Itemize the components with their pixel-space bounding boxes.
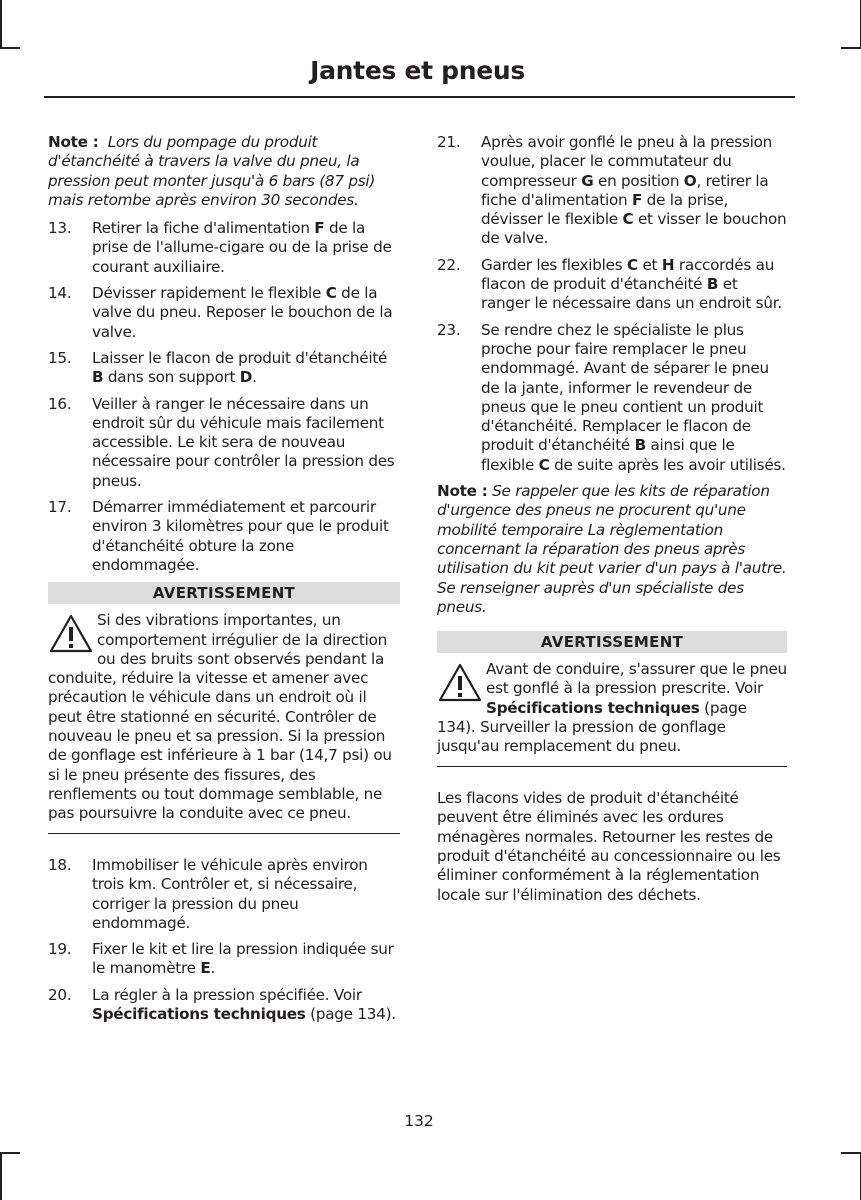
step-number: 21. [437, 133, 461, 151]
note-text: Lors du pompage du produit d'étanchéité à travers la valve du pneu, la pression peut monter jusqu'à 6 bars (87 psi) mais retombe après environ 30 secondes. [48, 133, 376, 209]
step-text-segment: Après avoir gonflé le pneu à la pression voulue, placer le commutateur du compresseur [481, 133, 772, 190]
right-column [437, 133, 787, 905]
step-list [48, 219, 400, 575]
step-text-segment: et ranger le nécessaire dans un endroit sûr. [481, 275, 782, 313]
component-letter: D [239, 368, 253, 387]
component-letter: F [314, 219, 325, 238]
component-letter: F [631, 190, 643, 209]
step-text [481, 321, 787, 475]
step-number: 13. [48, 219, 72, 238]
step-text [92, 395, 400, 491]
step-text-segment: raccordés au flacon de produit d'étanchéité [481, 255, 775, 294]
step-list [437, 133, 787, 475]
disposal-paragraph: Les flacons vides de produit d'étanchéité peuvent être éliminés avec les ordures ménagères normales. Retourner les restes de produit d'étanchéité au concessionnaire ou les éliminer conformément à la réglementation locale sur l'élimination des déchets. [437, 789, 781, 904]
step-text-segment: ainsi que le flexible [481, 436, 735, 474]
left-column [48, 133, 400, 1031]
component-letter: C [626, 255, 638, 274]
header-rule [44, 96, 795, 98]
step-text-segment: Garder les flexibles [481, 255, 627, 274]
crop-mark [0, 0, 2, 48]
step-text [481, 133, 787, 249]
step-item [437, 133, 787, 249]
component-letter: B [706, 275, 719, 294]
crop-mark [0, 1152, 20, 1154]
component-letter: E [200, 959, 211, 978]
step-text [92, 284, 400, 342]
step-text-segment: (page 134). [305, 1005, 396, 1024]
component-letter: B [634, 436, 646, 455]
step-text [92, 349, 400, 388]
step-text-segment: dans son support [103, 368, 240, 387]
specifications-link[interactable]: Spécifications techniques [92, 1005, 306, 1024]
step-item [437, 321, 787, 475]
component-letter: G [581, 171, 594, 190]
component-letter: O [683, 171, 697, 190]
step-number: 18. [48, 856, 72, 874]
note [48, 133, 400, 210]
step-text-segment: , retirer la fiche d'alimentation [481, 171, 769, 209]
component-letter: C [538, 455, 550, 474]
step-text-segment: et visser le bouchon de valve. [481, 210, 787, 248]
step-item [48, 284, 400, 342]
step-text [92, 219, 400, 277]
step-item [48, 940, 400, 979]
step-text-segment: . [252, 368, 257, 387]
step-item [48, 856, 400, 933]
component-letter: C [325, 284, 337, 303]
step-number: 15. [48, 348, 72, 367]
component-letter: B [92, 368, 104, 387]
page-title: Jantes et pneus [310, 56, 525, 85]
step-number: 16. [48, 394, 72, 413]
step-list [48, 856, 400, 1024]
warning-text [437, 660, 787, 756]
step-item [48, 498, 400, 575]
warning-box [48, 611, 400, 823]
step-text [92, 986, 400, 1025]
step-number: 14. [48, 284, 72, 303]
note [437, 482, 787, 617]
step-text [92, 940, 400, 979]
warning-text-start: Avant de conduire, s'assurer que le pneu est gonflé à la pression prescrite. Voir [486, 660, 787, 698]
step-text-segment: Immobiliser le véhicule après environ trois km. Contrôler et, si nécessaire, corriger la pression du pneu endommagé. [92, 856, 368, 932]
step-text-segment: de la prise, dévisser le flexible [481, 190, 729, 229]
component-letter: H [661, 255, 675, 274]
step-number: 22. [437, 255, 461, 274]
warning-text-end: (page 134). Surveiller la pression de gonflage jusqu'au remplacement du pneu. [437, 698, 747, 756]
page-number: 132 [404, 1112, 434, 1130]
step-text-segment: Veiller à ranger le nécessaire dans un endroit sûr du véhicule mais facilement accessible. Le kit sera de nouveau nécessaire pour contrôler la pression des pneus. [92, 394, 395, 490]
step-text-segment: Dévisser rapidement le flexible [92, 284, 326, 303]
step-text-segment: Se rendre chez le spécialiste le plus proche pour faire remplacer le pneu endommagé. Avant de séparer le pneu de la jante, informer le revendeur de pneus que le pneu contient un produit d'étanchéité. Remplacer le flacon de produit d'étanchéité [481, 320, 769, 455]
step-number: 17. [48, 498, 72, 517]
step-text [92, 856, 400, 933]
step-text-segment: et [637, 255, 662, 274]
crop-mark [0, 47, 20, 49]
warning-box [437, 660, 787, 756]
step-text [481, 256, 787, 314]
step-number: 23. [437, 320, 461, 339]
step-text-segment: Démarrer immédiatement et parcourir environ 3 kilomètres pour que le produit d'étanchéité obture la zone endommagée. [92, 498, 389, 574]
step-text-segment: Retirer la fiche d'alimentation [92, 219, 315, 238]
step-item [48, 349, 400, 388]
note-text: Se rappeler que les kits de réparation d'urgence des pneus ne procurent qu'une mobilité temporaire La règlementation concernant la réparation des pneus après utilisation du kit peut varier d'un pays à l'autre. Se renseigner auprès d'un spécialiste des pneus. [437, 482, 787, 616]
step-text-segment: Laisser le flacon de produit d'étanchéité [92, 348, 388, 367]
warning-heading: AVERTISSEMENT [437, 631, 787, 653]
step-item [48, 395, 400, 491]
step-text-segment: de suite après les avoir utilisés. [549, 455, 786, 474]
warning-text: Si des vibrations importantes, un comportement irrégulier de la direction ou des bruits sont observés pendant la conduite, réduire la vitesse et amener avec précaution le véhicule dans un endroit où il peut être stationné en sécurité. Contrôler de nouveau le pneu et sa pression. Si la pression de gonflage est inférieure à 1 bar (14,7 psi) ou si le pneu présente des fissures, des renflements ou tout dommage semblable, ne pas poursuivre la conduite avec ce pneu. [48, 611, 392, 823]
step-number: 19. [48, 940, 72, 959]
step-item [48, 986, 400, 1025]
warning-triangle-icon [437, 662, 483, 706]
step-text-segment: de la valve du pneu. Reposer le bouchon de la valve. [92, 284, 393, 341]
step-item [48, 219, 400, 277]
crop-mark [841, 47, 861, 49]
step-text-segment: Fixer le kit et lire la pression indiquée sur le manomètre [92, 940, 394, 978]
specifications-link[interactable]: Spécifications techniques [486, 698, 700, 717]
step-text-segment: de la prise de l'allume-cigare ou de la prise de courant auxiliaire. [92, 219, 392, 276]
warning-triangle-icon [48, 613, 94, 657]
note-label: Note : [437, 482, 488, 501]
step-text-segment: La régler à la pression spécifiée. Voir [92, 985, 362, 1004]
note-label: Note : [48, 133, 99, 151]
crop-mark [841, 1152, 861, 1154]
step-text [92, 498, 400, 575]
step-text-segment: en position [593, 171, 684, 190]
step-number: 20. [48, 985, 72, 1004]
step-item [437, 256, 787, 314]
crop-mark [0, 1152, 2, 1200]
warning-heading: AVERTISSEMENT [48, 582, 400, 604]
component-letter: C [622, 210, 634, 229]
step-text-segment: . [210, 959, 216, 978]
